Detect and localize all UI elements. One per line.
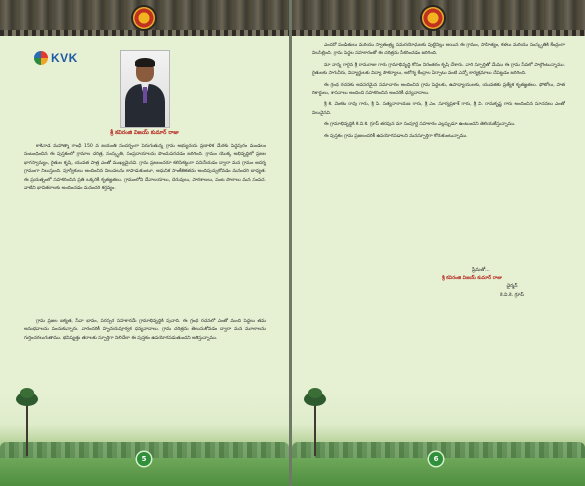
- paragraph: ఈ గ్రంథ రచనకు అవసరమైన సమాచారం అందించిన గ్రామ పెద్దలకు, ఉపాధ్యాయులకు, యువతకు ప్రత్యేక కృతజ్ఞతలు. ఫోటోలు, పాత రికార్డులు, శాసనాలు అందించి సహకరించిన అందరికీ ధన్యవాదాలు.: [312, 82, 565, 97]
- medallion-emblem: [422, 7, 444, 29]
- signoff-greeting: ప్రేమతో...: [472, 268, 490, 273]
- page-number: 5: [137, 452, 151, 466]
- right-text-block: [312, 42, 565, 262]
- logo-mark-icon: [34, 51, 48, 65]
- signoff-name: శ్రీ కవిరంజి విజయ్ కుమార్ రాజు: [442, 276, 502, 282]
- portrait-caption: శ్రీ కవిరంజి విజయ్ కుమార్ రాజు: [110, 130, 179, 136]
- paragraph: కాకినాడ మహాత్మా గాంధీ 150 వ జయంతి సందర్భంగా పెరుగుతున్న గ్రామ అభ్యుదయ ప్రణాళిక మేరకు పెద్దపురం మండలం సంబంధించిన ఈ పుస్తకంలో గ్రామాల చరిత్ర, సంస్కృతి, సంప్రదాయాలను పొందుపరచడం జరిగింది. గ్రామం యొక్క అభివృద్ధిలో ప్రజల భాగస్వామ్యం, రైతుల కృషి, యువత పాత్ర ఎంతో ముఖ్యమైనవి. గ్రామ ప్రజలందరూ కలిసికట్టుగా పనిచేయడం ద్వారా మన గ్రామం ఆదర్శ గ్రామంగా నిలుస్తుంది. పూర్వీకులు అందించిన విలువలను కాపాడుకుంటూ, ఆధునిక సాంకేతికతను అందిపుచ్చుకోవడం మనందరి బాధ్యత. ఈ ప్రయత్నంలో సహకరించిన ప్రతి ఒక్కరికీ కృతజ్ఞతలు. గ్రామంలోని దేవాలయాలు, చెరువులు, పాఠశాలలు, పంట పొలాలు మన సంపద. వాటిని భావితరాలకు అందించడం మనందరి కర్తవ్యం.: [24, 144, 266, 192]
- paragraph: ఎందరో పండితులు మరియు స్వాతంత్ర్య సమరయోధులకు పుట్టినిల్లు అయిన ఈ గ్రామం, సాహిత్యం, కళలు మరియు సంస్కృతికి కేంద్రంగా విలసిల్లింది. గ్రామ పెద్దల సహకారంతో ఈ చరిత్రను సేకరించడం జరిగింది.: [312, 43, 565, 57]
- left-paragraph-1: [24, 143, 266, 311]
- paragraph: మా నాన్న గారైన శ్రీ రామరాజు గారు గ్రామాభివృద్ధి కోసం నిరంతరం కృషి చేశారు. వారి స్ఫూర్తితో మేము ఈ గ్రామ సేవలో పాల్గొంటున్నాము. రైతులకు సాగునీరు, విద్యార్థులకు విద్యా సౌకర్యాలు, ఆరోగ్య కేంద్రాల ఏర్పాటు వంటి ఎన్నో కార్యక్రమాలు చేపట్టడం జరిగింది.: [312, 62, 565, 77]
- landscape-illustration: [0, 391, 289, 486]
- signoff-org: కె.వి.కె. గ్రూప్: [500, 292, 524, 298]
- page-number: 6: [429, 452, 443, 466]
- signature-block: [442, 267, 582, 300]
- landscape-illustration: [292, 391, 585, 486]
- paragraph: ఈ గ్రామాభివృద్ధికి కె.వి.కె. గ్రూప్ తరఫున మా సంపూర్ణ సహకారం ఎల్లప్పుడూ ఉంటుందని తెలియజేస్తున్నాము.: [324, 122, 516, 128]
- kvk-logo: [34, 51, 78, 65]
- signoff-title: ఛైర్మన్: [506, 284, 518, 290]
- palm-tree-icon: [302, 386, 328, 456]
- paragraph: శ్రీ కె. వెంకట రావు గారు, శ్రీ పి. సత్యనారాయణ గారు, శ్రీ ఎం. సూర్యప్రకాశ్ గారు, శ్రీ వి. రామకృష్ణ గారు అందించిన సూచనలు ఎంతో విలువైనవి.: [312, 102, 565, 116]
- logo-text: KVK: [51, 51, 78, 65]
- paragraph: ఈ పుస్తకం గ్రామ ప్రజలందరికీ ఉపయోగపడాలని మనస్ఫూర్తిగా కోరుకుంటున్నాము.: [324, 133, 468, 139]
- left-page: [0, 0, 289, 486]
- paragraph: గ్రామ ప్రజల ఐక్యత, సేవా భావం, పరస్పర సహకారమే గ్రామాభివృద్ధికి పునాది. ఈ గ్రంథ రచనలో ఎంతో మంది పెద్దలు తమ అనుభవాలను పంచుకున్నారు. వారందరికీ హృదయపూర్వక ధన్యవాదాలు. గ్రామ చరిత్రను తెలుసుకోవడం ద్వారా మన మూలాలను గుర్తించగలుగుతాము. భవిష్యత్తు తరాలకు స్ఫూర్తిగా నిలిచేలా ఈ పుస్తకం ఉపయోగపడుతుందని ఆశిస్తున్నాము.: [24, 319, 266, 341]
- portrait-photo: [120, 50, 170, 128]
- palm-tree-icon: [14, 386, 40, 456]
- medallion-emblem: [133, 7, 155, 29]
- right-page: [292, 0, 585, 486]
